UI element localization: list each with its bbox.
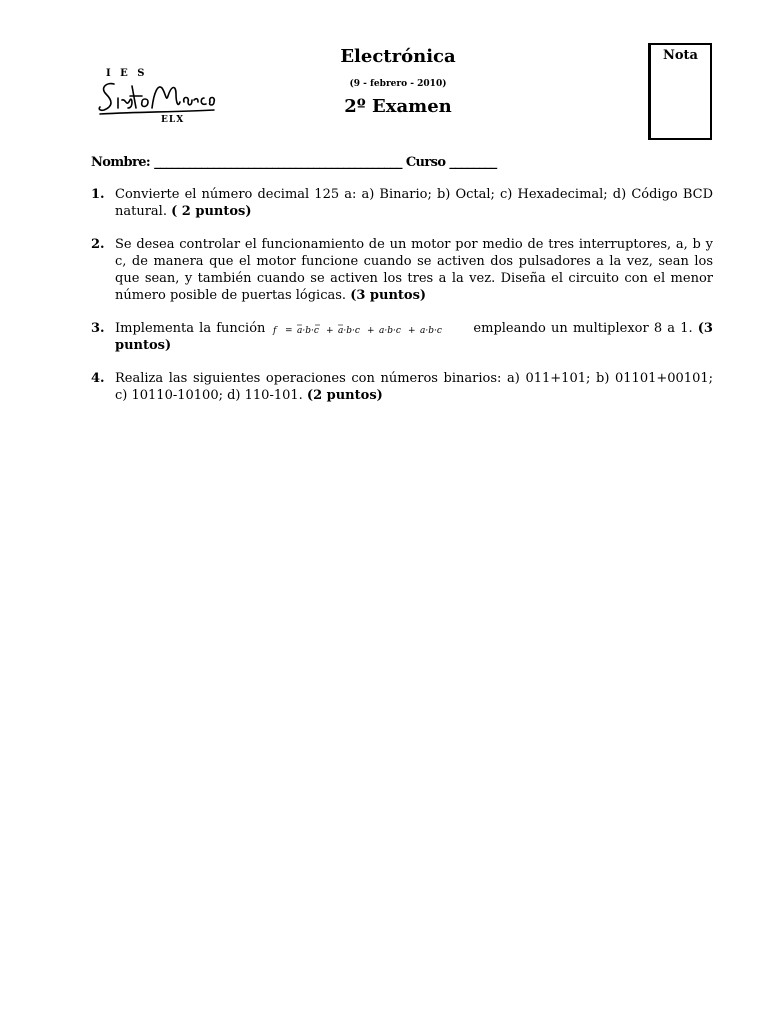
svg-text:+: +	[326, 325, 334, 336]
svg-text:a·b·c: a·b·c	[297, 325, 320, 336]
question-2	[91, 236, 713, 304]
logo-ies-text: I E S	[106, 68, 148, 79]
question-number: 4.	[91, 371, 105, 386]
question-text: Convierte el número decimal 125 a: a) Binario; b) Octal; c) Hexadecimal; d) Código BCD natural. ( 2 puntos)	[115, 187, 713, 219]
course-blank: ________	[449, 155, 497, 170]
question-number: 3.	[91, 321, 105, 336]
subject-title: Electrónica	[340, 46, 456, 67]
student-info-line	[91, 155, 497, 170]
question-points: (3 puntos)	[115, 321, 713, 353]
question-4	[91, 370, 713, 404]
svg-text:=: =	[285, 325, 293, 336]
school-logo	[96, 66, 220, 130]
exam-date: (9 - febrero - 2010)	[349, 79, 447, 89]
logo-signature	[96, 78, 220, 118]
logo-elx-text: ELX	[161, 115, 185, 125]
question-list	[91, 186, 713, 420]
question-text: Implementa la función f = a·b·c + a·b·c + a·b·c + a·b·c empleando un multiplexor 8 a 1. (3 puntos)	[115, 321, 713, 353]
svg-text:f: f	[273, 325, 277, 336]
svg-text:a·b·c: a·b·c	[420, 325, 443, 336]
exam-title: 2º Examen	[344, 96, 452, 117]
boolean-function-formula	[271, 322, 467, 336]
grade-label: Nota	[663, 48, 698, 63]
name-blank: __________________________________________	[154, 155, 402, 170]
svg-text:a·b·c: a·b·c	[379, 325, 402, 336]
question-3	[91, 320, 713, 354]
course-label: Curso	[405, 155, 446, 170]
svg-text:+: +	[408, 325, 416, 336]
question-points: (2 puntos)	[306, 388, 383, 403]
svg-text:a·b·c: a·b·c	[338, 325, 361, 336]
question-text: Realiza las siguientes operaciones con números binarios: a) 011+101; b) 01101+00101; c) 10110-10100; d) 110-101. (2 puntos)	[115, 371, 713, 403]
grade-box	[648, 43, 712, 140]
question-text: Se desea controlar el funcionamiento de un motor por medio de tres interruptores, a, b y c, de manera que el motor funcione cuando se activen dos pulsadores a la vez, sean los que sean, y también cuando se activen los tres a la vez. Diseña el circuito con el menor número posible de puertas lógicas. (3 puntos)	[115, 237, 713, 303]
question-number: 2.	[91, 237, 105, 252]
name-label: Nombre:	[91, 155, 151, 170]
svg-text:+: +	[367, 325, 375, 336]
question-points: (3 puntos)	[350, 288, 427, 303]
question-points: ( 2 puntos)	[171, 204, 252, 219]
question-number: 1.	[91, 187, 105, 202]
question-1	[91, 186, 713, 220]
